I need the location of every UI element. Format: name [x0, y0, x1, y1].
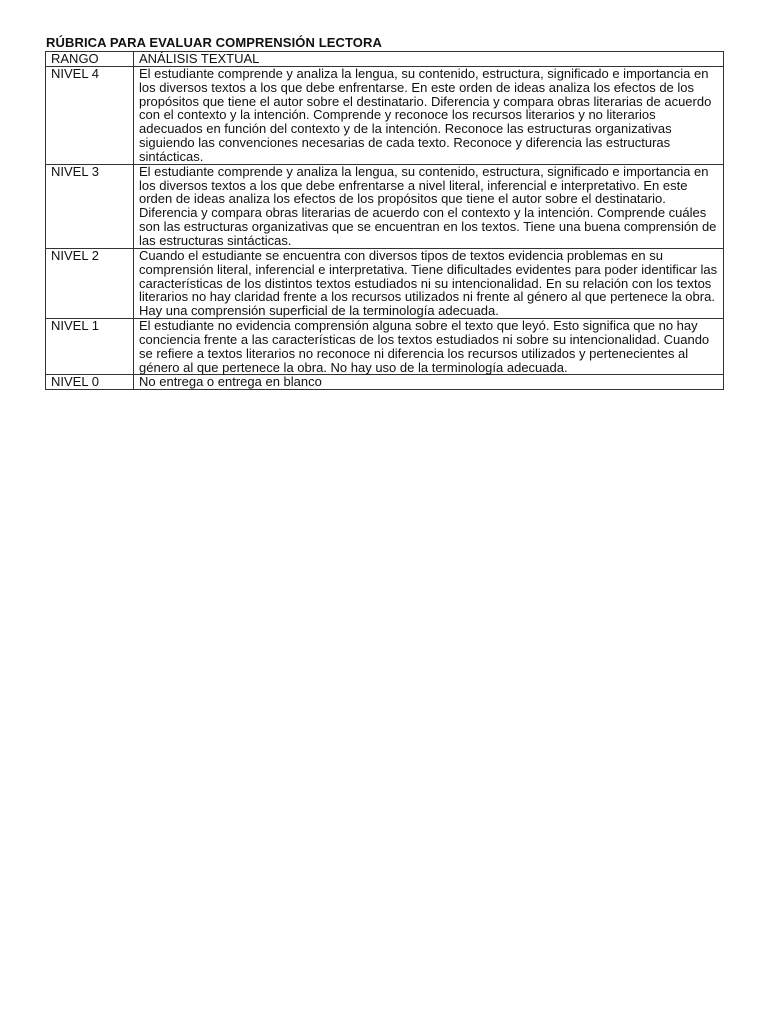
- level-cell: NIVEL 3: [46, 164, 134, 248]
- table-row: [46, 319, 724, 375]
- header-analysis: ANÁLISIS TEXTUAL: [134, 52, 724, 67]
- document-page: [45, 36, 723, 390]
- document-title: RÚBRICA PARA EVALUAR COMPRENSIÓN LECTORA: [46, 35, 382, 50]
- level-cell: NIVEL 2: [46, 248, 134, 318]
- rubric-table: [45, 51, 724, 390]
- level-cell: NIVEL 1: [46, 319, 134, 375]
- table-header-row: [46, 52, 724, 67]
- table-row: [46, 66, 724, 164]
- description-cell: El estudiante no evidencia comprensión alguna sobre el texto que leyó. Esto significa que no hay conciencia frente a las características de los textos estudiados ni sobre su intencionalidad. Cuando se refiere a textos literarios no reconoce ni diferencia los recursos utilizados y pertenecientes al género al que pertenece la obra. No hay uso de la terminología adecuada.: [134, 319, 724, 375]
- table-row: [46, 164, 724, 248]
- description-cell: Cuando el estudiante se encuentra con diversos tipos de textos evidencia problemas en su comprensión literal, inferencial e interpretativa. Tiene dificultades evidentes para poder identificar las características de los distintos textos estudiados ni su intencionalidad. En su relación con los textos literarios no hay claridad frente a los recursos utilizados ni frente al género al que pertenece la obra. Hay una comprensión superficial de la terminología adecuada.: [134, 248, 724, 318]
- table-row: [46, 248, 724, 318]
- description-cell: El estudiante comprende y analiza la lengua, su contenido, estructura, significado e importancia en los diversos textos a los que debe enfrentarse a nivel literal, inferencial e interpretativo. En este orden de ideas analiza los efectos de los propósitos que tiene el autor sobre el destinatario. Diferencia y compara obras literarias de acuerdo con el contexto y la intención. Comprende cuáles son las estructuras organizativas que se encuentran en los textos. Tiene una buena comprensión de las estructuras sintácticas.: [134, 164, 724, 248]
- header-range: RANGO: [46, 52, 134, 67]
- table-row: [46, 375, 724, 390]
- description-cell: No entrega o entrega en blanco: [134, 375, 724, 390]
- level-cell: NIVEL 4: [46, 66, 134, 164]
- description-cell: El estudiante comprende y analiza la lengua, su contenido, estructura, significado e importancia en los diversos textos a los que debe enfrentarse. En este orden de ideas analiza los efectos de los propósitos que tiene el autor sobre el destinatario. Diferencia y compara obras literarias de acuerdo con el contexto y la intención. Comprende y reconoce los recursos literarios y no literarios adecuados en función del contexto y de la intención. Reconoce las estructuras organizativas siguiendo las convenciones necesarias de cada texto. Reconoce y diferencia las estructuras sintácticas.: [134, 66, 724, 164]
- level-cell: NIVEL 0: [46, 375, 134, 390]
